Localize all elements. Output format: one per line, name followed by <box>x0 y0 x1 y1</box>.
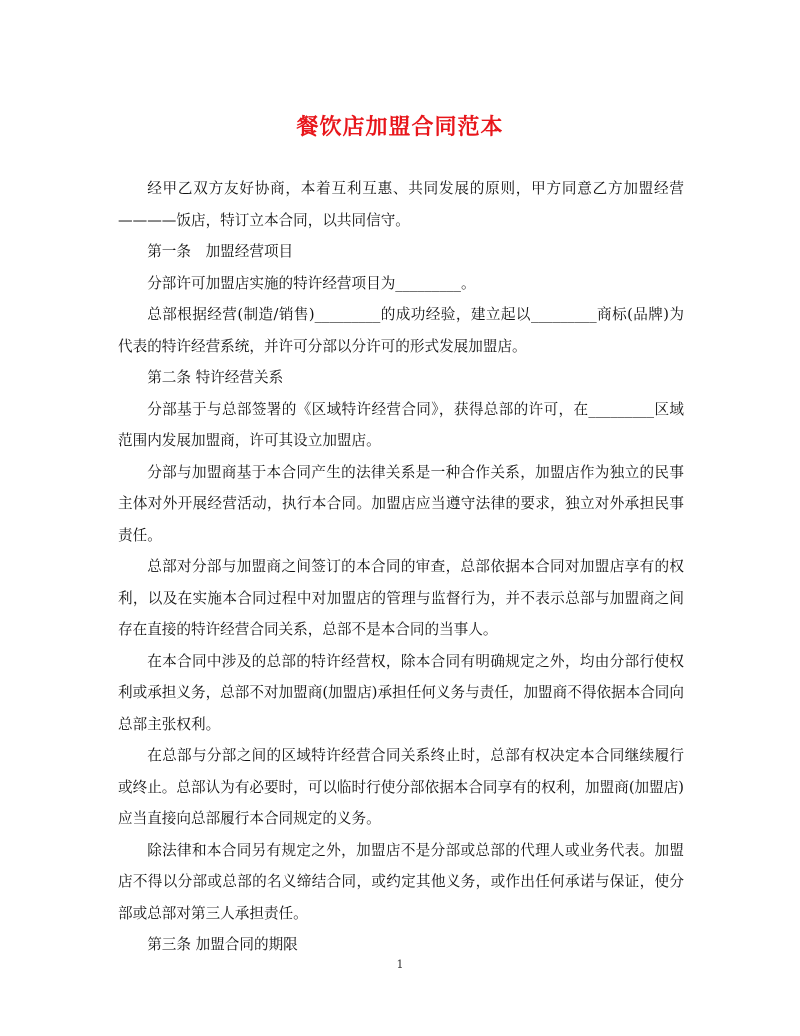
article-2-heading: 第二条 特许经营关系 <box>147 369 284 386</box>
paragraph: 在本合同中涉及的总部的特许经营权，除本合同有明确规定之外，均由分部行使权利或承担义务，总部不对加盟商(加盟店)承担任何义务与责任，加盟商不得依据本合同向总部主张权利。 <box>118 652 684 733</box>
paragraph: 分部与加盟商基于本合同产生的法律关系是一种合作关系，加盟店作为独立的民事主体对外开展经营活动，执行本合同。加盟店应当遵守法律的要求，独立对外承担民事责任。 <box>118 463 684 544</box>
paragraph: 分部基于与总部签署的《区域特许经营合同》，获得总部的许可，在_________区域范围内发展加盟商，许可其设立加盟店。 <box>118 400 684 449</box>
document-body <box>118 173 684 961</box>
paragraph: 分部许可加盟店实施的特许经营项目为_________。 <box>147 274 476 292</box>
paragraph: 在总部与分部之间的区域特许经营合同关系终止时，总部有权决定本合同继续履行或终止。总部认为有必要时，可以临时行使分部依据本合同享有的权利，加盟商(加盟店)应当直接向总部履行本合同规定的义务。 <box>118 747 684 827</box>
paragraph: 总部根据经营(制造/销售)_________的成功经验，建立起以_________商标(品牌)为代表的特许经营系统，并许可分部以分许可的形式发展加盟店。 <box>118 306 684 355</box>
paragraph: 总部对分部与加盟商之间签订的本合同的审查，总部依据本合同对加盟店享有的权利，以及在实施本合同过程中对加盟店的管理与监督行为，并不表示总部与加盟商之间存在直接的特许经营合同关系，总部不是本合同的当事人。 <box>118 558 684 638</box>
article-1-heading: 第一条 加盟经营项目 <box>147 243 294 260</box>
page-number: 1 <box>396 958 404 971</box>
paragraph-intro: 经甲乙双方友好协商，本着互利互惠、共同发展的原则，甲方同意乙方加盟经营————饭店，特订立本合同，以共同信守。 <box>118 180 684 229</box>
document-title: 餐饮店加盟合同范本 <box>296 114 504 140</box>
paragraph: 除法律和本合同另有规定之外，加盟店不是分部或总部的代理人或业务代表。加盟店不得以分部或总部的名义缔结合同，或约定其他义务，或作出任何承诺与保证，使分部或总部对第三人承担责任。 <box>118 841 684 922</box>
article-3-heading: 第三条 加盟合同的期限 <box>147 936 298 953</box>
